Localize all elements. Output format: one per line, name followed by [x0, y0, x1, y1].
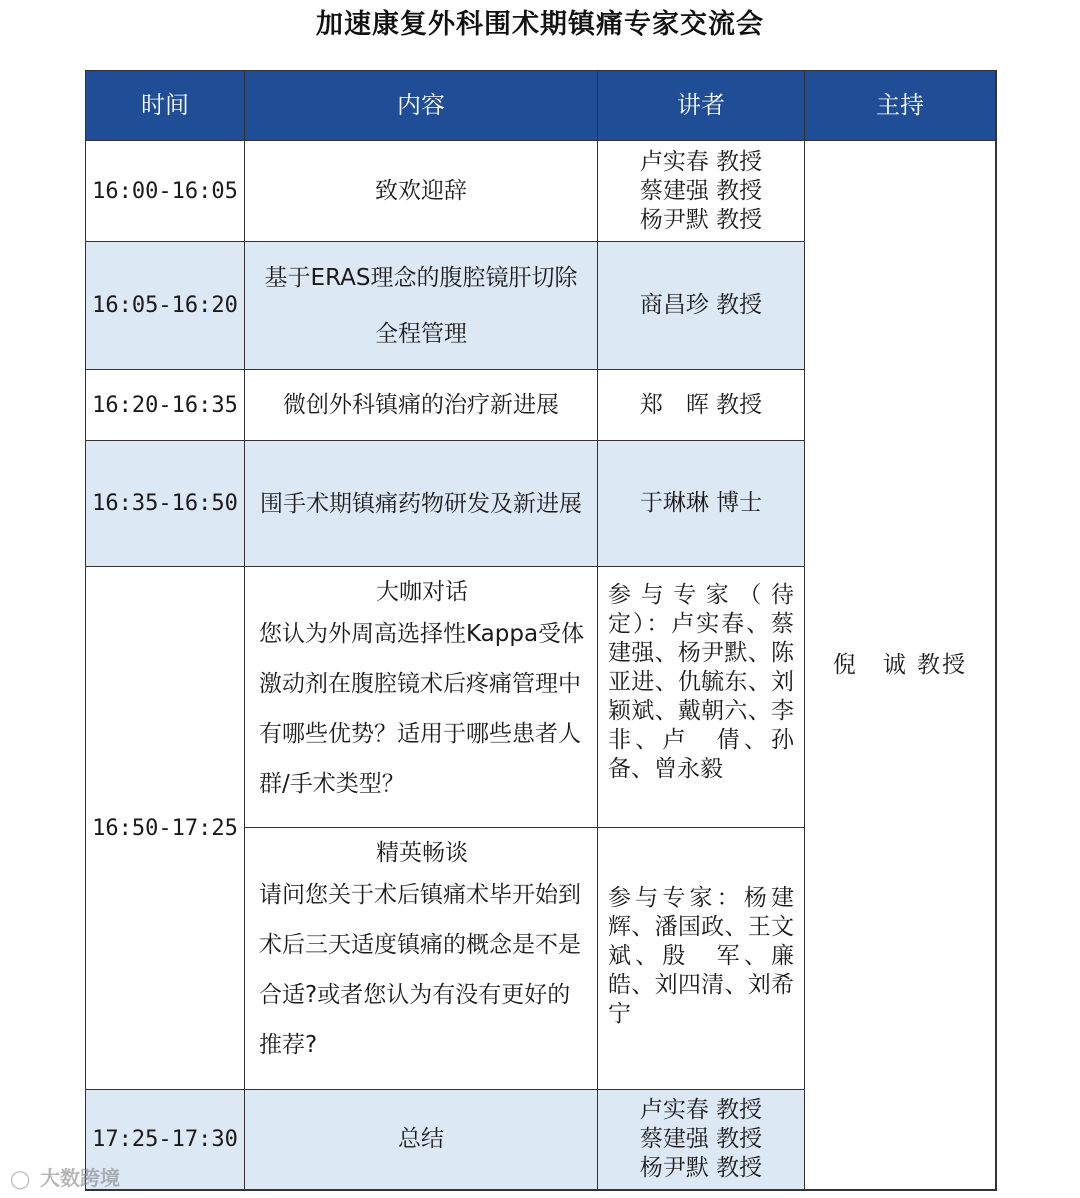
speaker-name: 杨尹默 教授: [639, 206, 763, 233]
page-title: 加速康复外科围术期镇痛专家交流会: [316, 9, 764, 40]
speaker-name: 蔡建强 教授: [639, 177, 763, 204]
header-host: 主持: [805, 71, 996, 141]
header-content: 内容: [245, 71, 598, 141]
experts-cell: 参与专家：杨建辉、潘国政、王文斌、殷 军、廉 皓、刘四清、刘希宁: [598, 828, 805, 1090]
dialog-cell: [245, 567, 598, 828]
dialog-question: 请问您关于术后镇痛术毕开始到术后三天适度镇痛的概念是不是合适?或者您认为有没有更好的推荐?: [259, 882, 581, 1058]
experts-cell: 参与专家（待定）：卢实春、蔡建强、杨尹默、陈亚进、仇毓东、刘颖斌、戴朝六、李 非、卢 倩、孙 备、曾永毅: [598, 567, 805, 828]
speaker-name: 卢实春 教授: [639, 148, 763, 175]
time-cell: 16:05-16:20: [86, 242, 245, 370]
dialog-title: 大咖对话: [376, 579, 468, 605]
speaker-name: 卢实春 教授: [639, 1097, 763, 1123]
dialog-cell: [245, 828, 598, 1090]
content-cell: 微创外科镇痛的治疗新进展: [245, 370, 598, 441]
time-cell: 16:00-16:05: [86, 141, 245, 242]
watermark-text: 大数跨境: [40, 1166, 120, 1190]
schedule-table: [85, 70, 997, 1191]
speaker-name: 杨尹默 教授: [639, 1155, 763, 1181]
dialog-question: 您认为外周高选择性Kappa受体激动剂在腹腔镜术后疼痛管理中有哪些优势？适用于哪些患者人群/手术类型？: [259, 621, 585, 797]
content-cell: 基于ERAS理念的腹腔镜肝切除全程管理: [245, 242, 598, 370]
speaker-name: 蔡建强 教授: [639, 1126, 763, 1152]
speaker-cell: 郑 晖 教授: [598, 370, 805, 441]
header-speaker: 讲者: [598, 71, 805, 141]
content-cell: 致欢迎辞: [245, 141, 598, 242]
speaker-cell: 商昌珍 教授: [598, 242, 805, 370]
dialog-title: 精英畅谈: [376, 840, 468, 866]
header-time: 时间: [86, 71, 245, 141]
speaker-cell: 于琳琳 博士: [598, 441, 805, 567]
host-cell: 倪 诚 教授: [805, 141, 996, 1190]
content-cell: 围手术期镇痛药物研发及新进展: [245, 441, 598, 567]
time-cell: 16:35-16:50: [86, 441, 245, 567]
time-cell: 16:20-16:35: [86, 370, 245, 441]
time-cell: 17:25-17:30: [86, 1090, 245, 1190]
speaker-cell: [598, 1090, 805, 1190]
chat-logo-icon: ◯: [10, 1169, 31, 1190]
watermark: [10, 1162, 120, 1191]
time-cell: 16:50-17:25: [86, 567, 245, 1090]
speaker-cell: [598, 141, 805, 242]
content-cell: 总结: [245, 1090, 598, 1190]
